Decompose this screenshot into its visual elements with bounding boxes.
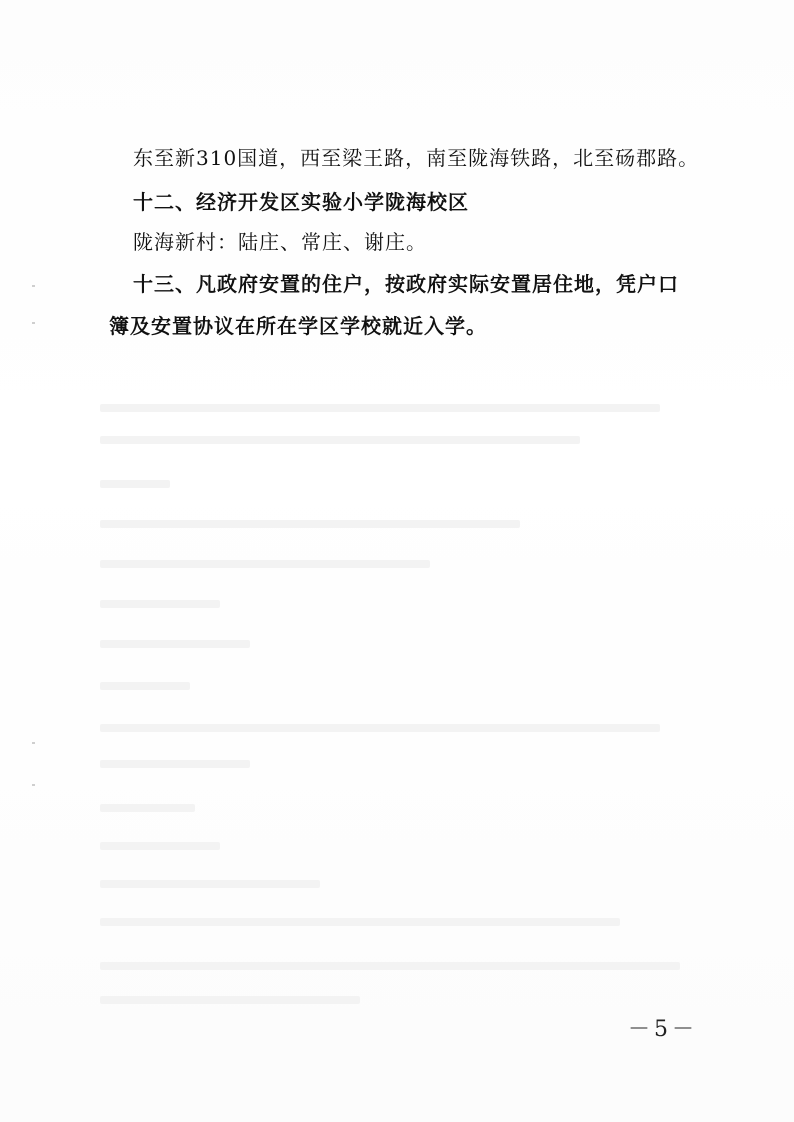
bleed-through-mark <box>100 560 430 568</box>
section-heading-thirteen: 十三、凡政府安置的住户，按政府实际安置居住地，凭户口 <box>133 272 679 296</box>
section-heading-twelve: 十二、经济开发区实验小学陇海校区 <box>133 190 469 214</box>
margin-speck <box>32 285 35 287</box>
bleed-through-mark <box>100 724 660 732</box>
section-thirteen-continuation: 簿及安置协议在所在学区学校就近入学。 <box>109 314 487 338</box>
bleed-through-mark <box>100 480 170 488</box>
margin-speck <box>32 742 35 744</box>
bleed-through-mark <box>100 842 220 850</box>
bleed-through-mark <box>100 996 360 1004</box>
bleed-through-mark <box>100 760 250 768</box>
margin-speck <box>32 322 35 324</box>
paragraph-villages: 陇海新村：陆庄、常庄、谢庄。 <box>133 230 427 254</box>
paragraph-boundary-description: 东至新310国道，西至梁王路，南至陇海铁路，北至砀郡路。 <box>133 146 700 170</box>
bleed-through-mark <box>100 682 190 690</box>
bleed-through-mark <box>100 880 320 888</box>
bleed-through-mark <box>100 962 680 970</box>
bleed-through-mark <box>100 520 520 528</box>
bleed-through-mark <box>100 918 620 926</box>
bleed-through-mark <box>100 640 250 648</box>
bleed-through-mark <box>100 404 660 412</box>
bleed-through-mark <box>100 600 220 608</box>
bleed-through-mark <box>100 436 580 444</box>
margin-speck <box>32 784 35 786</box>
bleed-through-mark <box>100 804 195 812</box>
page-number: －5－ <box>628 1017 698 1042</box>
